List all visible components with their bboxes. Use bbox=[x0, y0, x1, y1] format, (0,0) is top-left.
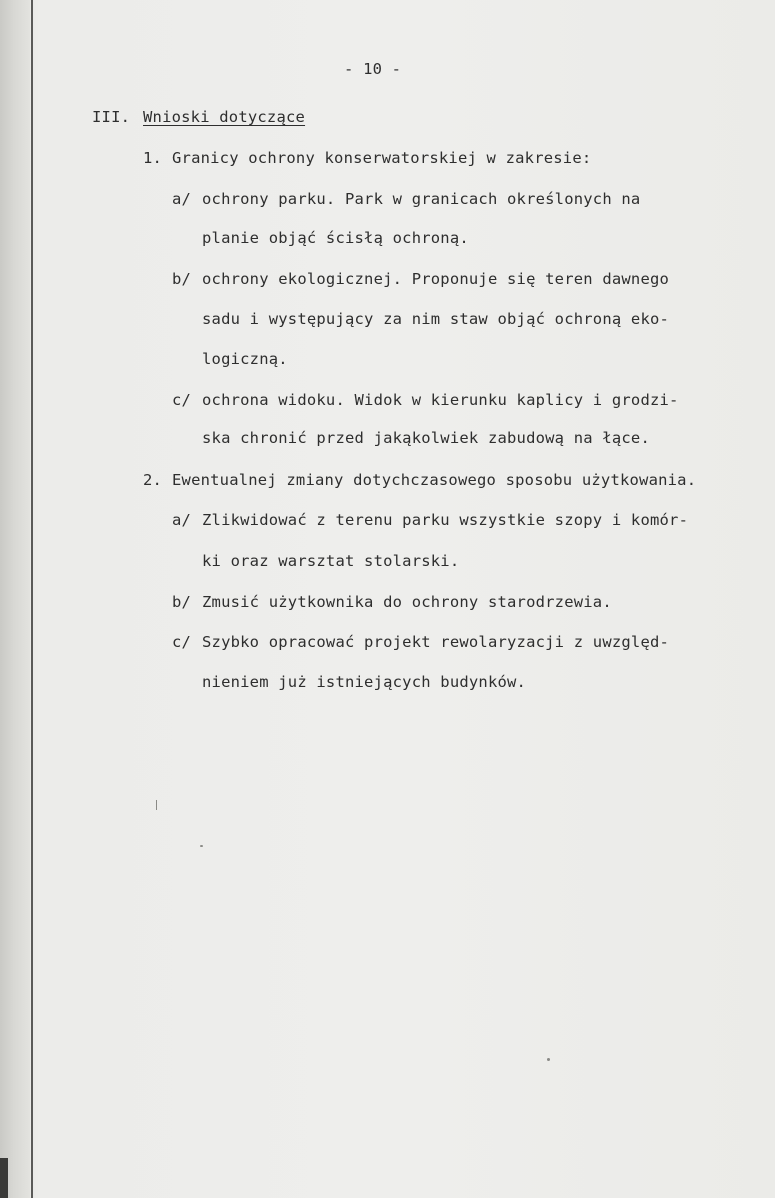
item-1b-label: b/ bbox=[172, 270, 192, 288]
item-1c-line-1: ochrona widoku. Widok w kierunku kaplicy i grodzi- bbox=[202, 391, 679, 409]
item-1b-line-2: sadu i występujący za nim staw objąć ochroną eko- bbox=[202, 310, 670, 328]
item-1a-line-1: ochrony parku. Park w granicach określonych na bbox=[202, 190, 641, 208]
item-2c-label: c/ bbox=[172, 633, 192, 651]
binding-shadow-line bbox=[31, 0, 33, 1198]
item-2-text: Ewentualnej zmiany dotychczasowego sposobu użytkowania. bbox=[172, 471, 697, 489]
item-1c-line-2: ska chronić przed jakąkolwiek zabudową na łące. bbox=[202, 429, 650, 447]
item-2a-label: a/ bbox=[172, 511, 192, 529]
item-1c-label: c/ bbox=[172, 391, 192, 409]
item-2a-line-1: Zlikwidować z terenu parku wszystkie szopy i komór- bbox=[202, 511, 689, 529]
paper-speck bbox=[200, 845, 203, 847]
page-number: - 10 - bbox=[344, 60, 402, 78]
page-binding-edge bbox=[0, 0, 30, 1198]
item-2b-line-1: Zmusić użytkownika do ochrony starodrzewia. bbox=[202, 593, 612, 611]
scan-corner-shadow bbox=[0, 1158, 8, 1198]
item-2a-line-2: ki oraz warsztat stolarski. bbox=[202, 552, 460, 570]
item-1-text: Granicy ochrony konserwatorskiej w zakresie: bbox=[172, 149, 592, 167]
item-1a-label: a/ bbox=[172, 190, 192, 208]
item-1-number: 1. bbox=[143, 149, 163, 167]
item-2c-line-2: nieniem już istniejących budynków. bbox=[202, 673, 527, 691]
item-1b-line-1: ochrony ekologicznej. Proponuje się teren dawnego bbox=[202, 270, 670, 288]
item-2-number: 2. bbox=[143, 471, 163, 489]
paper-speck bbox=[547, 1058, 550, 1061]
item-1b-line-3: logiczną. bbox=[202, 350, 288, 368]
item-2c-line-1: Szybko opracować projekt rewolaryzacji z uwzględ- bbox=[202, 633, 670, 651]
section-heading: Wnioski dotyczące bbox=[143, 108, 306, 126]
item-1a-line-2: planie objąć ścisłą ochroną. bbox=[202, 229, 469, 247]
paper-speck bbox=[156, 800, 157, 810]
section-numeral: III. bbox=[92, 108, 131, 126]
item-2b-label: b/ bbox=[172, 593, 192, 611]
